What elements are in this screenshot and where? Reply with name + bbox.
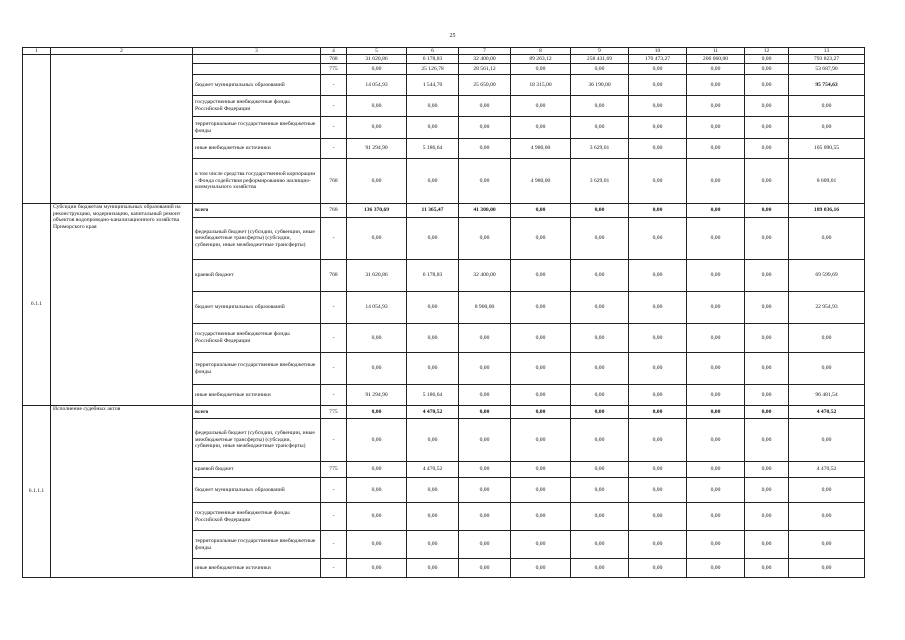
amount-cell: 0,00: [511, 204, 571, 218]
amount-cell: 0,00: [629, 292, 687, 324]
amount-cell: 0,00: [687, 531, 745, 559]
amount-cell: 0,00: [571, 353, 629, 385]
amount-cell: 41 300,00: [459, 204, 511, 218]
amount-cell: 3 629,01: [571, 159, 629, 204]
amount-cell: 0,00: [511, 64, 571, 75]
budget-code: 775: [321, 64, 347, 75]
amount-cell: 0,00: [407, 292, 459, 324]
amount-cell: 0,00: [629, 406, 687, 419]
amount-cell: 0,00: [745, 324, 789, 353]
column-header: 3: [193, 48, 321, 55]
amount-cell: 0,00: [459, 324, 511, 353]
column-header: 12: [745, 48, 789, 55]
amount-cell: 0,00: [347, 478, 407, 503]
amount-cell: 0,00: [511, 96, 571, 117]
amount-cell: 0,00: [687, 419, 745, 462]
funding-source-label: бюджет муниципальных образований: [193, 478, 321, 503]
amount-cell: 0,00: [687, 406, 745, 419]
amount-cell: 0,00: [789, 503, 865, 531]
amount-cell: 5 186,64: [407, 385, 459, 406]
amount-cell: 0,00: [745, 419, 789, 462]
amount-cell: 0,00: [789, 419, 865, 462]
amount-cell: 6 178,83: [407, 55, 459, 64]
amount-cell: 91 294,90: [347, 385, 407, 406]
amount-cell: 4 980,00: [511, 159, 571, 204]
amount-cell: 0,00: [511, 406, 571, 419]
amount-cell: 0,00: [687, 260, 745, 292]
amount-cell: 8 900,00: [459, 292, 511, 324]
amount-cell: 0,00: [687, 503, 745, 531]
amount-cell: 6 178,83: [407, 260, 459, 292]
amount-cell: 0,00: [629, 139, 687, 159]
amount-cell: 0,00: [571, 503, 629, 531]
amount-cell: 0,00: [511, 531, 571, 559]
item-title: Исполнение судебных актов: [51, 406, 193, 578]
amount-cell: 189 036,16: [789, 204, 865, 218]
row-number: 6.1.1.1: [23, 406, 51, 578]
amount-cell: 28 561,12: [459, 64, 511, 75]
amount-cell: 0,00: [745, 385, 789, 406]
amount-cell: 0,00: [571, 117, 629, 139]
column-header: 8: [511, 48, 571, 55]
amount-cell: 0,00: [629, 559, 687, 578]
column-header: 2: [51, 48, 193, 55]
amount-cell: 0,00: [745, 503, 789, 531]
amount-cell: 258 431,69: [571, 55, 629, 64]
amount-cell: 1 544,70: [407, 75, 459, 96]
budget-code: -: [321, 385, 347, 406]
amount-cell: 0,00: [511, 324, 571, 353]
amount-cell: 170 473,27: [629, 55, 687, 64]
amount-cell: 0,00: [745, 64, 789, 75]
funding-source-label: иные внебюджетные источники: [193, 385, 321, 406]
funding-source-label: [193, 55, 321, 64]
budget-code: -: [321, 324, 347, 353]
amount-cell: 96 481,54: [789, 385, 865, 406]
amount-cell: 22 954,93: [789, 292, 865, 324]
amount-cell: 0,00: [687, 139, 745, 159]
table-row: [23, 406, 865, 419]
funding-source-label: [193, 64, 321, 75]
amount-cell: 0,00: [789, 478, 865, 503]
amount-cell: 95 754,63: [789, 75, 865, 96]
amount-cell: 0,00: [571, 218, 629, 260]
amount-cell: 0,00: [511, 419, 571, 462]
amount-cell: 0,00: [459, 503, 511, 531]
amount-cell: 0,00: [687, 462, 745, 478]
amount-cell: 0,00: [629, 159, 687, 204]
funding-source-label: краевой бюджет: [193, 260, 321, 292]
amount-cell: 0,00: [687, 324, 745, 353]
funding-source-label: бюджет муниципальных образований: [193, 292, 321, 324]
column-header: 4: [321, 48, 347, 55]
amount-cell: 0,00: [745, 478, 789, 503]
amount-cell: 0,00: [687, 478, 745, 503]
amount-cell: 0,00: [629, 64, 687, 75]
amount-cell: 206 060,00: [687, 55, 745, 64]
funding-source-label: государственные внебюджетные фонды Российской Федерации: [193, 503, 321, 531]
amount-cell: 0,00: [407, 478, 459, 503]
amount-cell: 0,00: [745, 75, 789, 96]
amount-cell: 91 294,90: [347, 139, 407, 159]
amount-cell: 0,00: [511, 559, 571, 578]
amount-cell: 0,00: [629, 478, 687, 503]
funding-source-label: территориальные государственные внебюджетные фонды: [193, 531, 321, 559]
amount-cell: 0,00: [571, 292, 629, 324]
column-header: 9: [571, 48, 629, 55]
amount-cell: 0,00: [511, 292, 571, 324]
table-row: [23, 204, 865, 218]
budget-table: [22, 47, 865, 578]
amount-cell: 0,00: [571, 419, 629, 462]
amount-cell: 0,00: [347, 503, 407, 531]
amount-cell: 0,00: [511, 218, 571, 260]
amount-cell: 0,00: [459, 478, 511, 503]
amount-cell: 0,00: [629, 260, 687, 292]
budget-code: -: [321, 292, 347, 324]
amount-cell: 0,00: [629, 385, 687, 406]
amount-cell: 0,00: [629, 503, 687, 531]
amount-cell: 0,00: [789, 96, 865, 117]
amount-cell: 0,00: [459, 559, 511, 578]
amount-cell: 0,00: [745, 96, 789, 117]
column-header: 10: [629, 48, 687, 55]
amount-cell: 0,00: [511, 353, 571, 385]
funding-source-label: территориальные государственные внебюджетные фонды: [193, 353, 321, 385]
amount-cell: 0,00: [687, 96, 745, 117]
amount-cell: 0,00: [745, 531, 789, 559]
amount-cell: 136 370,69: [347, 204, 407, 218]
amount-cell: 0,00: [407, 96, 459, 117]
amount-cell: 0,00: [571, 96, 629, 117]
amount-cell: 0,00: [745, 353, 789, 385]
column-header: 7: [459, 48, 511, 55]
funding-source-label: государственные внебюджетные фонды Российской Федерации: [193, 324, 321, 353]
row-number-cell: [23, 55, 51, 204]
column-header: 5: [347, 48, 407, 55]
amount-cell: 0,00: [347, 559, 407, 578]
amount-cell: 32 400,00: [459, 260, 511, 292]
amount-cell: 53 687,90: [789, 64, 865, 75]
amount-cell: 0,00: [789, 559, 865, 578]
amount-cell: 0,00: [687, 204, 745, 218]
amount-cell: 0,00: [629, 353, 687, 385]
amount-cell: 0,00: [745, 204, 789, 218]
budget-code: -: [321, 353, 347, 385]
column-header: 6: [407, 48, 459, 55]
budget-code: -: [321, 117, 347, 139]
amount-cell: 0,00: [745, 139, 789, 159]
amount-cell: 0,00: [347, 117, 407, 139]
amount-cell: 0,00: [629, 419, 687, 462]
funding-source-label: иные внебюджетные источники: [193, 139, 321, 159]
amount-cell: 0,00: [629, 324, 687, 353]
amount-cell: 0,00: [571, 478, 629, 503]
amount-cell: 36 190,00: [571, 75, 629, 96]
amount-cell: 0,00: [347, 218, 407, 260]
funding-source-label: федеральный бюджет (субсидии, субвенции, иные межбюджетные трансферты) (субсидии, субвенции, иные межбюджетные трансферты): [193, 218, 321, 260]
amount-cell: 0,00: [789, 353, 865, 385]
amount-cell: 0,00: [347, 159, 407, 204]
amount-cell: 0,00: [745, 260, 789, 292]
amount-cell: 0,00: [745, 218, 789, 260]
amount-cell: 0,00: [459, 159, 511, 204]
funding-source-label: территориальные государственные внебюджетные фонды: [193, 117, 321, 139]
funding-source-label: в том числе средства государственной корпорации - Фонда содействия реформированию жилищно-коммунального хозяйства: [193, 159, 321, 204]
amount-cell: 0,00: [745, 117, 789, 139]
amount-cell: 0,00: [571, 406, 629, 419]
amount-cell: 0,00: [571, 462, 629, 478]
amount-cell: 0,00: [687, 159, 745, 204]
amount-cell: 0,00: [347, 419, 407, 462]
amount-cell: 0,00: [459, 531, 511, 559]
amount-cell: 0,00: [629, 204, 687, 218]
amount-cell: 4 470,52: [407, 462, 459, 478]
row-number: 6.1.1: [23, 204, 51, 406]
amount-cell: 0,00: [407, 503, 459, 531]
amount-cell: 89 263,12: [511, 55, 571, 64]
amount-cell: 0,00: [745, 406, 789, 419]
amount-cell: 0,00: [459, 385, 511, 406]
amount-cell: 0,00: [407, 218, 459, 260]
amount-cell: 0,00: [407, 531, 459, 559]
amount-cell: 0,00: [511, 260, 571, 292]
amount-cell: 0,00: [459, 117, 511, 139]
amount-cell: 0,00: [407, 324, 459, 353]
amount-cell: 0,00: [629, 531, 687, 559]
amount-cell: 0,00: [407, 419, 459, 462]
amount-cell: 0,00: [459, 139, 511, 159]
amount-cell: 0,00: [571, 385, 629, 406]
amount-cell: 0,00: [407, 159, 459, 204]
amount-cell: 0,00: [571, 531, 629, 559]
amount-cell: 0,00: [407, 559, 459, 578]
amount-cell: 0,00: [459, 462, 511, 478]
amount-cell: 0,00: [745, 559, 789, 578]
budget-code: 768: [321, 260, 347, 292]
budget-code: -: [321, 96, 347, 117]
amount-cell: 14 054,93: [347, 292, 407, 324]
amount-cell: 0,00: [571, 324, 629, 353]
header-row: [23, 48, 865, 55]
amount-cell: 0,00: [571, 559, 629, 578]
budget-code: -: [321, 75, 347, 96]
amount-cell: 31 020,86: [347, 260, 407, 292]
amount-cell: 0,00: [511, 117, 571, 139]
amount-cell: 5 186,64: [407, 139, 459, 159]
amount-cell: 69 599,69: [789, 260, 865, 292]
amount-cell: 25 126,78: [407, 64, 459, 75]
budget-code: 768: [321, 55, 347, 64]
amount-cell: 0,00: [511, 503, 571, 531]
funding-source-label: государственные внебюджетные фонды Российской Федерации: [193, 96, 321, 117]
column-header: 1: [23, 48, 51, 55]
amount-cell: 793 823,27: [789, 55, 865, 64]
amount-cell: 4 980,00: [511, 139, 571, 159]
budget-code: -: [321, 139, 347, 159]
amount-cell: 0,00: [629, 96, 687, 117]
funding-source-label: всего: [193, 406, 321, 419]
amount-cell: 0,00: [629, 75, 687, 96]
amount-cell: 25 650,00: [459, 75, 511, 96]
amount-cell: 0,00: [347, 353, 407, 385]
item-title-cell: [51, 55, 193, 204]
amount-cell: 0,00: [745, 159, 789, 204]
amount-cell: 0,00: [687, 75, 745, 96]
amount-cell: 18 315,00: [511, 75, 571, 96]
budget-code: 768: [321, 204, 347, 218]
amount-cell: 0,00: [687, 353, 745, 385]
amount-cell: 0,00: [347, 531, 407, 559]
amount-cell: 0,00: [347, 406, 407, 419]
funding-source-label: краевой бюджет: [193, 462, 321, 478]
amount-cell: 0,00: [571, 64, 629, 75]
page-number: 25: [449, 33, 456, 39]
budget-code: -: [321, 218, 347, 260]
amount-cell: 0,00: [745, 462, 789, 478]
amount-cell: 0,00: [407, 117, 459, 139]
amount-cell: 0,00: [789, 117, 865, 139]
amount-cell: 11 365,47: [407, 204, 459, 218]
column-header: 13: [789, 48, 865, 55]
amount-cell: 4 470,52: [789, 406, 865, 419]
table-row: [23, 55, 865, 64]
funding-source-label: федеральный бюджет (субсидии, субвенции, иные межбюджетные трансферты) (субсидии, субвенции, иные межбюджетные трансферты): [193, 419, 321, 462]
amount-cell: 0,00: [789, 218, 865, 260]
amount-cell: 0,00: [459, 218, 511, 260]
amount-cell: 0,00: [629, 218, 687, 260]
amount-cell: 0,00: [347, 462, 407, 478]
amount-cell: 0,00: [459, 96, 511, 117]
amount-cell: 32 400,00: [459, 55, 511, 64]
amount-cell: 0,00: [347, 64, 407, 75]
amount-cell: 0,00: [459, 406, 511, 419]
budget-code: -: [321, 419, 347, 462]
amount-cell: 0,00: [511, 385, 571, 406]
amount-cell: 0,00: [687, 292, 745, 324]
amount-cell: 4 470,52: [789, 462, 865, 478]
amount-cell: 0,00: [511, 478, 571, 503]
budget-code: 775: [321, 462, 347, 478]
amount-cell: 0,00: [459, 419, 511, 462]
item-title: Субсидии бюджетам муниципальных образований на реконструкцию, модернизацию, капитальный ремонт объектов водопроводно-канализационного хозяйства Приморского края: [51, 204, 193, 406]
amount-cell: 0,00: [407, 353, 459, 385]
amount-cell: 0,00: [745, 55, 789, 64]
amount-cell: 0,00: [571, 260, 629, 292]
amount-cell: 0,00: [347, 324, 407, 353]
amount-cell: 0,00: [459, 353, 511, 385]
amount-cell: 0,00: [687, 559, 745, 578]
budget-code: 775: [321, 406, 347, 419]
amount-cell: 0,00: [687, 385, 745, 406]
amount-cell: 0,00: [629, 462, 687, 478]
budget-code: 768: [321, 159, 347, 204]
funding-source-label: всего: [193, 204, 321, 218]
amount-cell: 8 609,01: [789, 159, 865, 204]
amount-cell: 14 054,93: [347, 75, 407, 96]
amount-cell: 0,00: [789, 324, 865, 353]
amount-cell: 0,00: [687, 64, 745, 75]
budget-code: -: [321, 559, 347, 578]
column-header: 11: [687, 48, 745, 55]
funding-source-label: иные внебюджетные источники: [193, 559, 321, 578]
amount-cell: 0,00: [687, 117, 745, 139]
budget-code: -: [321, 531, 347, 559]
amount-cell: 0,00: [629, 117, 687, 139]
amount-cell: 3 629,01: [571, 139, 629, 159]
amount-cell: 105 090,55: [789, 139, 865, 159]
amount-cell: 0,00: [511, 462, 571, 478]
funding-source-label: бюджет муниципальных образований: [193, 75, 321, 96]
amount-cell: 0,00: [789, 531, 865, 559]
amount-cell: 0,00: [571, 204, 629, 218]
amount-cell: 4 470,52: [407, 406, 459, 419]
amount-cell: 0,00: [347, 96, 407, 117]
budget-code: -: [321, 503, 347, 531]
amount-cell: 0,00: [745, 292, 789, 324]
amount-cell: 31 020,86: [347, 55, 407, 64]
amount-cell: 0,00: [687, 218, 745, 260]
budget-code: -: [321, 478, 347, 503]
